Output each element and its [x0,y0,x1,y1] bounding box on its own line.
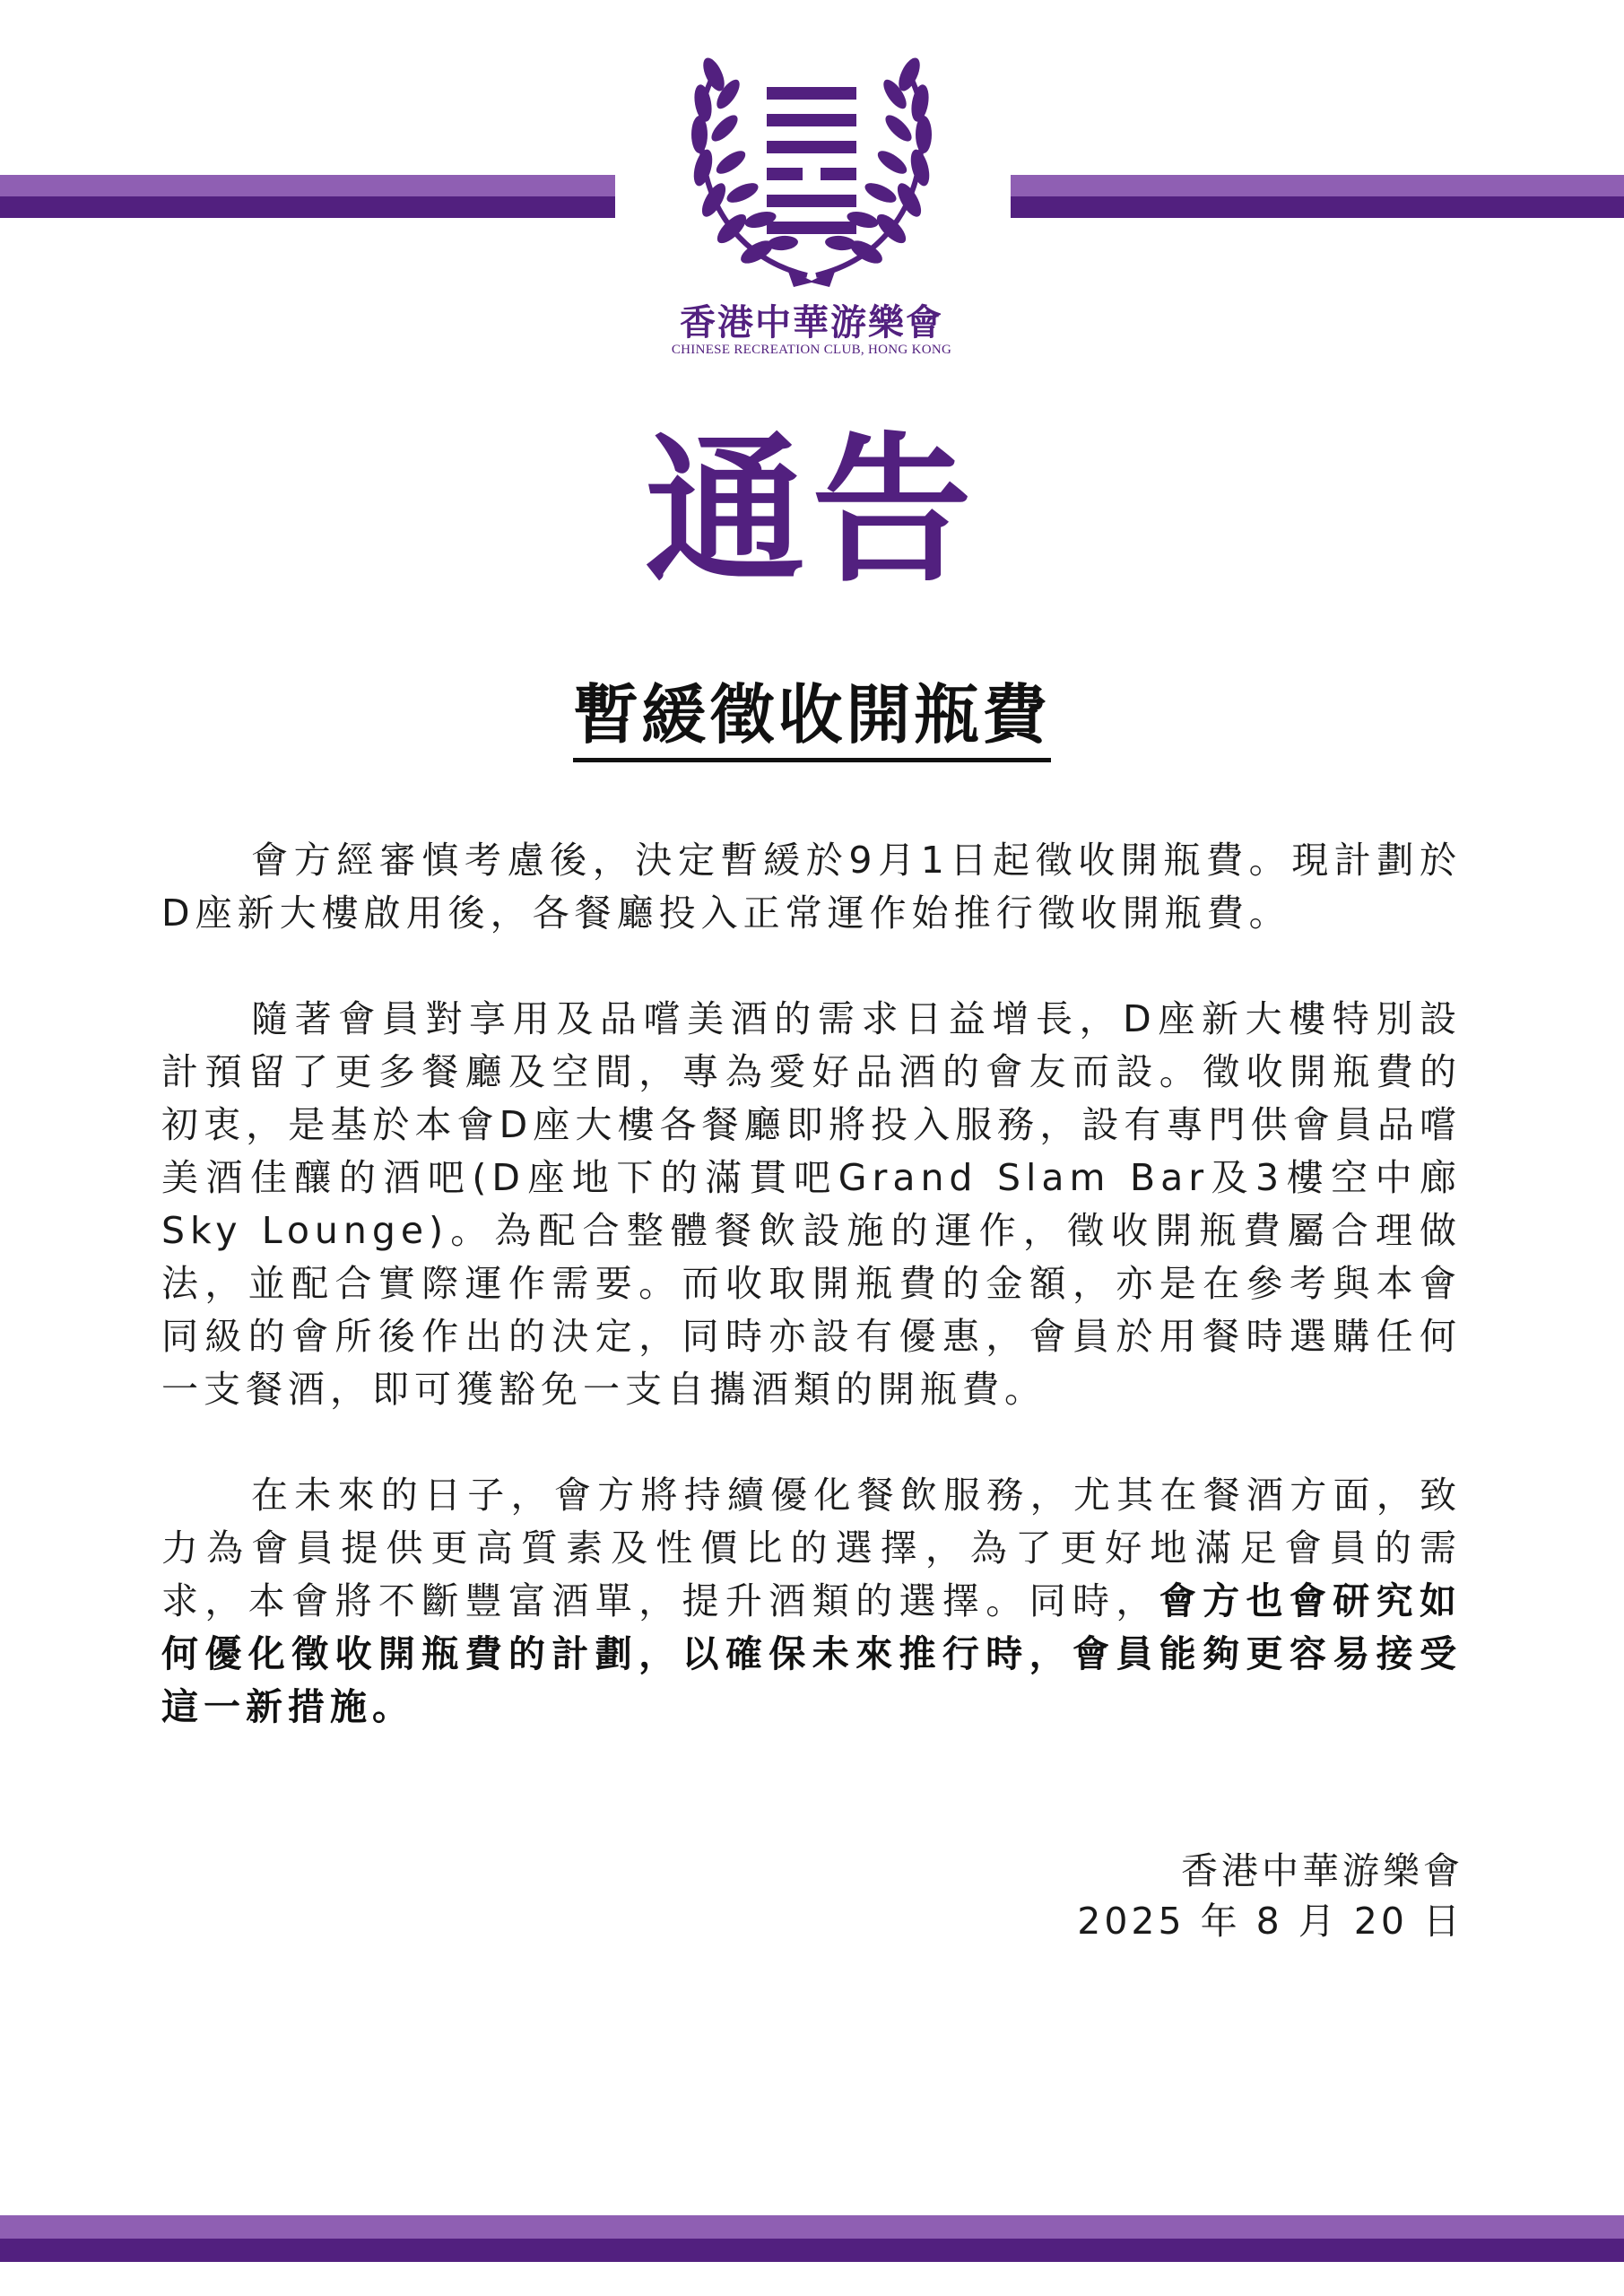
paragraph-3 [161,1469,1462,1734]
signature-organization: 香港中華游樂會 [1181,1849,1463,1892]
paragraph-3-regular: 在未來的日子，會方將持續優化餐飲服務，尤其在餐酒方面，致力為會員提供更高質素及性價比的選擇，為了更好地滿足會員的需求，本會將不斷豐富酒單，提升酒類的選擇。同時， [161,1474,1462,1622]
notice-heading: 通告 [645,418,979,604]
top-left-stripe [0,175,615,218]
laurel-wreath-emblem-icon [682,40,942,291]
notice-title [0,674,1624,755]
notice-body [161,834,1462,1787]
notice-title-text: 暫緩徵收開瓶費 [573,677,1050,762]
club-name-chinese: 香港中華游樂會 [680,301,943,344]
signature-block [986,1846,1463,1946]
top-right-stripe [1011,175,1624,218]
signature-date: 2025 年 8 月 20 日 [1077,1900,1463,1943]
paragraph-1: 會方經審慎考慮後，決定暫緩於9月1日起徵收開瓶費。現計劃於D座新大樓啟用後，各餐廳投入正常運作始推行徵收開瓶費。 [161,839,1462,935]
paragraph-2: 隨著會員對享用及品嚐美酒的需求日益增長，D座新大樓特別設計預留了更多餐廳及空間，專為愛好品酒的會友而設。徵收開瓶費的初衷，是基於本會D座大樓各餐廳即將投入服務，設有專門供會員品嚐美酒佳釀的酒吧(D座地下的滿貫吧Grand Slam Bar及3樓空中廊Sky Lounge)。為配合整體餐飲設施的運作，徵收開瓶費屬合理做法，並配合實際運作需要。而收取開瓶費的金額，亦是在參考與本會同級的會所後作出的決定，同時亦設有優惠，會員於用餐時選購任何一支餐酒，即可獲豁免一支自攜酒類的開瓶費。 [161,997,1462,1411]
club-name-english: CHINESE RECREATION CLUB, HONG KONG [671,343,952,357]
paragraph-3-bold: 會方也會研究如何優化徵收開瓶費的計劃，以確保未來推行時，會員能夠更容易接受這一新措施。 [161,1579,1463,1728]
bottom-stripe [0,2215,1624,2262]
